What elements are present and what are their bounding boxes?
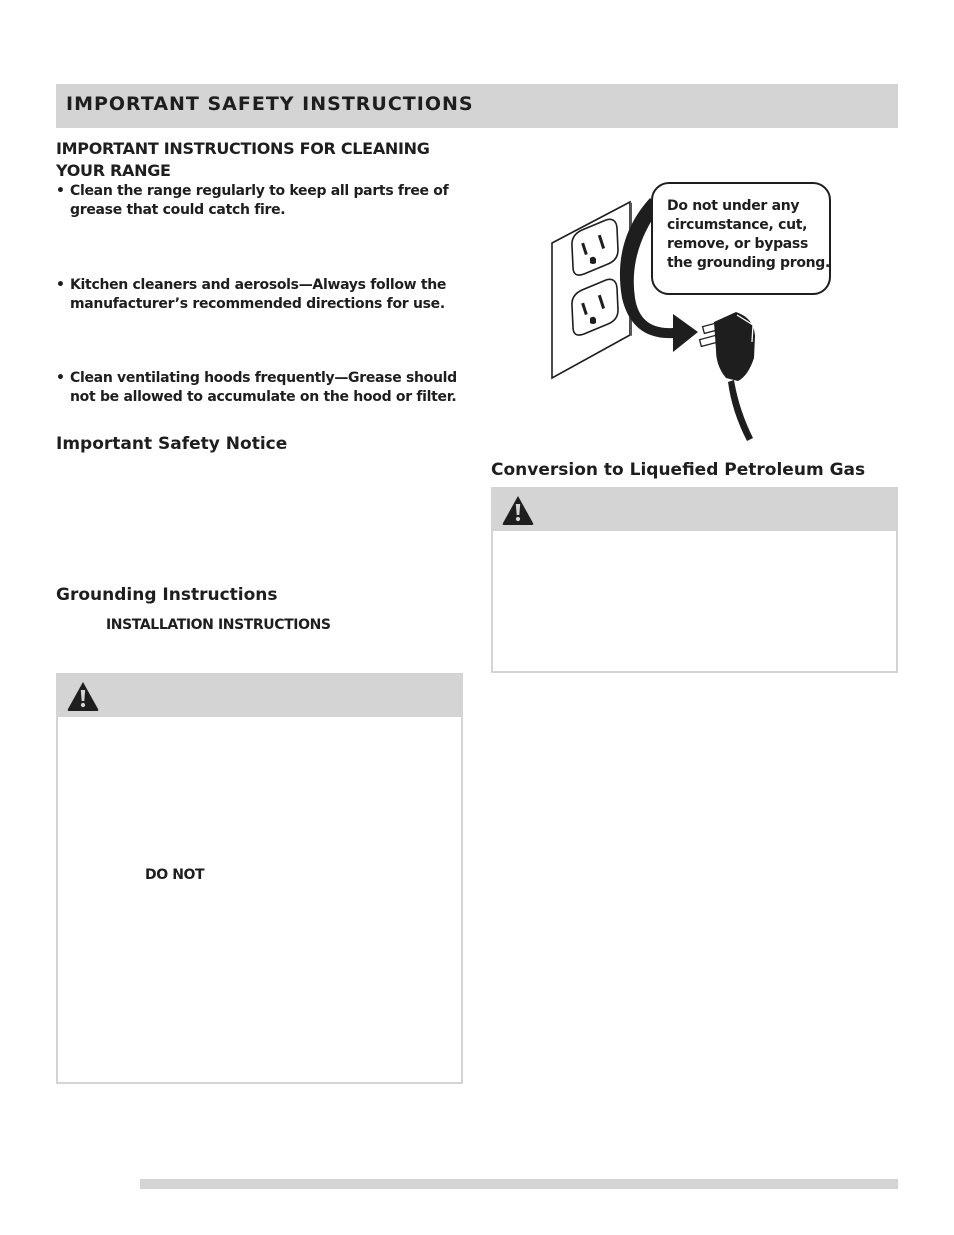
footer-bar — [140, 1179, 898, 1189]
conversion-heading: Conversion to Liquefied Petroleum Gas — [491, 460, 866, 480]
safety-notice-heading: Important Safety Notice — [56, 434, 288, 454]
do-not-label: DO NOT — [145, 867, 205, 883]
cleaning-heading: IMPORTANT INSTRUCTIONS FOR CLEANING YOUR RANGE — [56, 139, 430, 180]
warning-header — [493, 489, 896, 531]
warning-header — [58, 675, 461, 717]
grounding-callout — [651, 182, 831, 295]
bullet-text: Clean the range regularly to keep all parts free of grease that could catch fire. — [70, 183, 449, 218]
bullet-text: Kitchen cleaners and aerosols—Always follow the manufacturer’s recommended directions for use. — [70, 277, 447, 312]
conversion-warning-box — [491, 487, 898, 673]
list-item: • Kitchen cleaners and aerosols—Always follow the manufacturer’s recommended directions for use. — [56, 277, 447, 312]
grounded-plug-icon — [700, 312, 755, 441]
installation-instructions-label: INSTALLATION INSTRUCTIONS — [106, 617, 331, 633]
wall-outlet-icon — [552, 202, 632, 378]
warning-triangle-icon — [501, 494, 535, 526]
warning-triangle-icon — [66, 680, 100, 712]
callout-text: Do not under any circumstance, cut, remove, or bypass the grounding prong. — [667, 198, 831, 271]
title-banner — [56, 84, 898, 128]
list-item: • Clean ventilating hoods frequently—Grease should not be allowed to accumulate on the hood or filter. — [56, 370, 457, 405]
grounding-warning-box — [56, 673, 463, 1084]
grounding-heading: Grounding Instructions — [56, 585, 278, 605]
list-item: • Clean the range regularly to keep all parts free of grease that could catch fire. — [56, 183, 449, 218]
page-title: IMPORTANT SAFETY INSTRUCTIONS — [66, 93, 474, 115]
bullet-text: Clean ventilating hoods frequently—Grease should not be allowed to accumulate on the hood or filter. — [70, 370, 457, 405]
